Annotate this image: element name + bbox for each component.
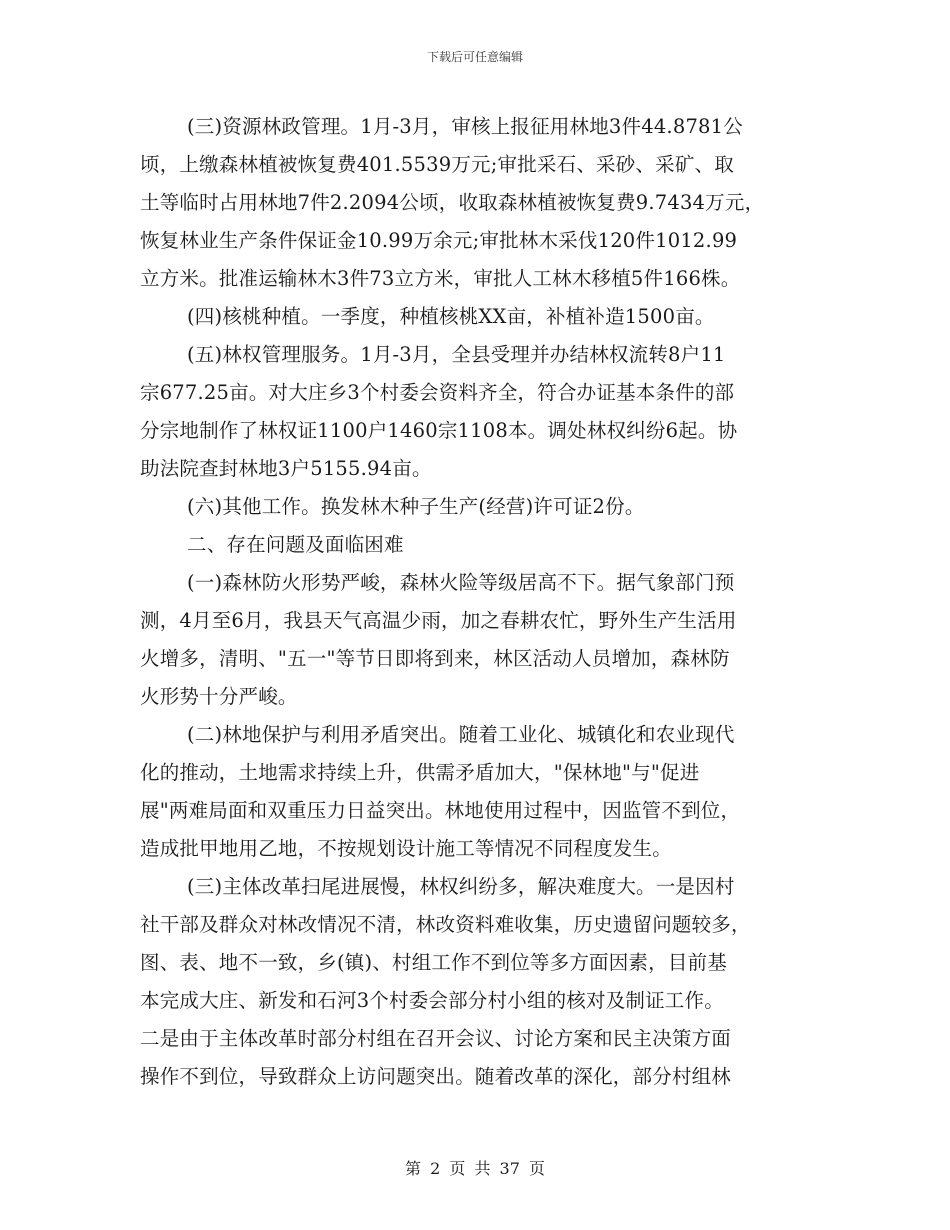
text-line: 土等临时占用林地7件2.2094公顷，收取森林植被恢复费9.7434万元，	[140, 191, 765, 214]
text-line: 本完成大庄、新发和石河3个村委会部分村小组的核对及制证工作。	[140, 989, 724, 1012]
text-line: 展"两难局面和双重压力日益突出。林地使用过程中，因监管不到位，	[140, 799, 741, 822]
section-heading: 二、存在问题及面临困难	[187, 533, 404, 556]
text-line: (六)其他工作。换发林木种子生产(经营)许可证2份。	[187, 495, 645, 518]
text-line: 操作不到位，导致群众上访问题突出。随着改革的深化，部分村组林	[140, 1065, 732, 1088]
text-line: 火增多，清明、"五一"等节日即将到来，林区活动人员增加，森林防	[140, 647, 730, 670]
document-body	[140, 108, 820, 1096]
text-line: 造成批甲地用乙地，不按规划设计施工等情况不同程度发生。	[140, 837, 672, 860]
text-line: 图、表、地不一致，乡(镇)、村组工作不到位等多方面因素，目前基	[140, 951, 727, 974]
text-line: (一)森林防火形势严峻，森林火险等级居高不下。据气象部门预	[187, 571, 735, 594]
text-line: 火形势十分严峻。	[140, 685, 298, 708]
text-line: 恢复林业生产条件保证金10.99万余元;审批林木采伐120件1012.99	[140, 229, 738, 252]
text-line: 助法院查封林地3户5155.94亩。	[140, 457, 432, 480]
text-line: 测，4月至6月，我县天气高温少雨，加之春耕农忙，野外生产生活用	[140, 609, 737, 632]
page-footer: 第 2 页 共 37 页	[405, 1159, 545, 1178]
text-line: 社干部及群众对林改情况不清，林改资料难收集，历史遗留问题较多，	[140, 913, 751, 936]
text-line: (四)核桃种植。一季度，种植核桃XX亩，补植补造1500亩。	[187, 305, 715, 328]
text-line: (三)主体改革扫尾进展慢，林权纠纷多，解决难度大。一是因村	[187, 875, 735, 898]
text-line: 顷，上缴森林植被恢复费401.5539万元;审批采石、采砂、采矿、取	[140, 153, 734, 176]
text-line: 分宗地制作了林权证1100户1460宗1108本。调处林权纠纷6起。协	[140, 419, 738, 442]
text-line: 立方米。批准运输林木3件73立方米，审批人工林木移植5件166株。	[140, 267, 741, 290]
text-line: 化的推动，土地需求持续上升，供需矛盾加大，"保林地"与"促进	[140, 761, 700, 784]
page-header: 下载后可任意编辑	[426, 50, 523, 64]
text-line: (五)林权管理服务。1月-3月，全县受理并办结林权流转8户11	[187, 343, 726, 366]
text-line: 二是由于主体改革时部分村组在召开会议、讨论方案和民主决策方面	[140, 1027, 732, 1050]
text-line: 宗677.25亩。对大庄乡3个村委会资料齐全，符合办证基本条件的部	[140, 381, 735, 404]
text-line: (二)林地保护与利用矛盾突出。随着工业化、城镇化和农业现代	[187, 723, 735, 746]
text-line: (三)资源林政管理。1月-3月，审核上报征用林地3件44.8781公	[187, 115, 743, 138]
